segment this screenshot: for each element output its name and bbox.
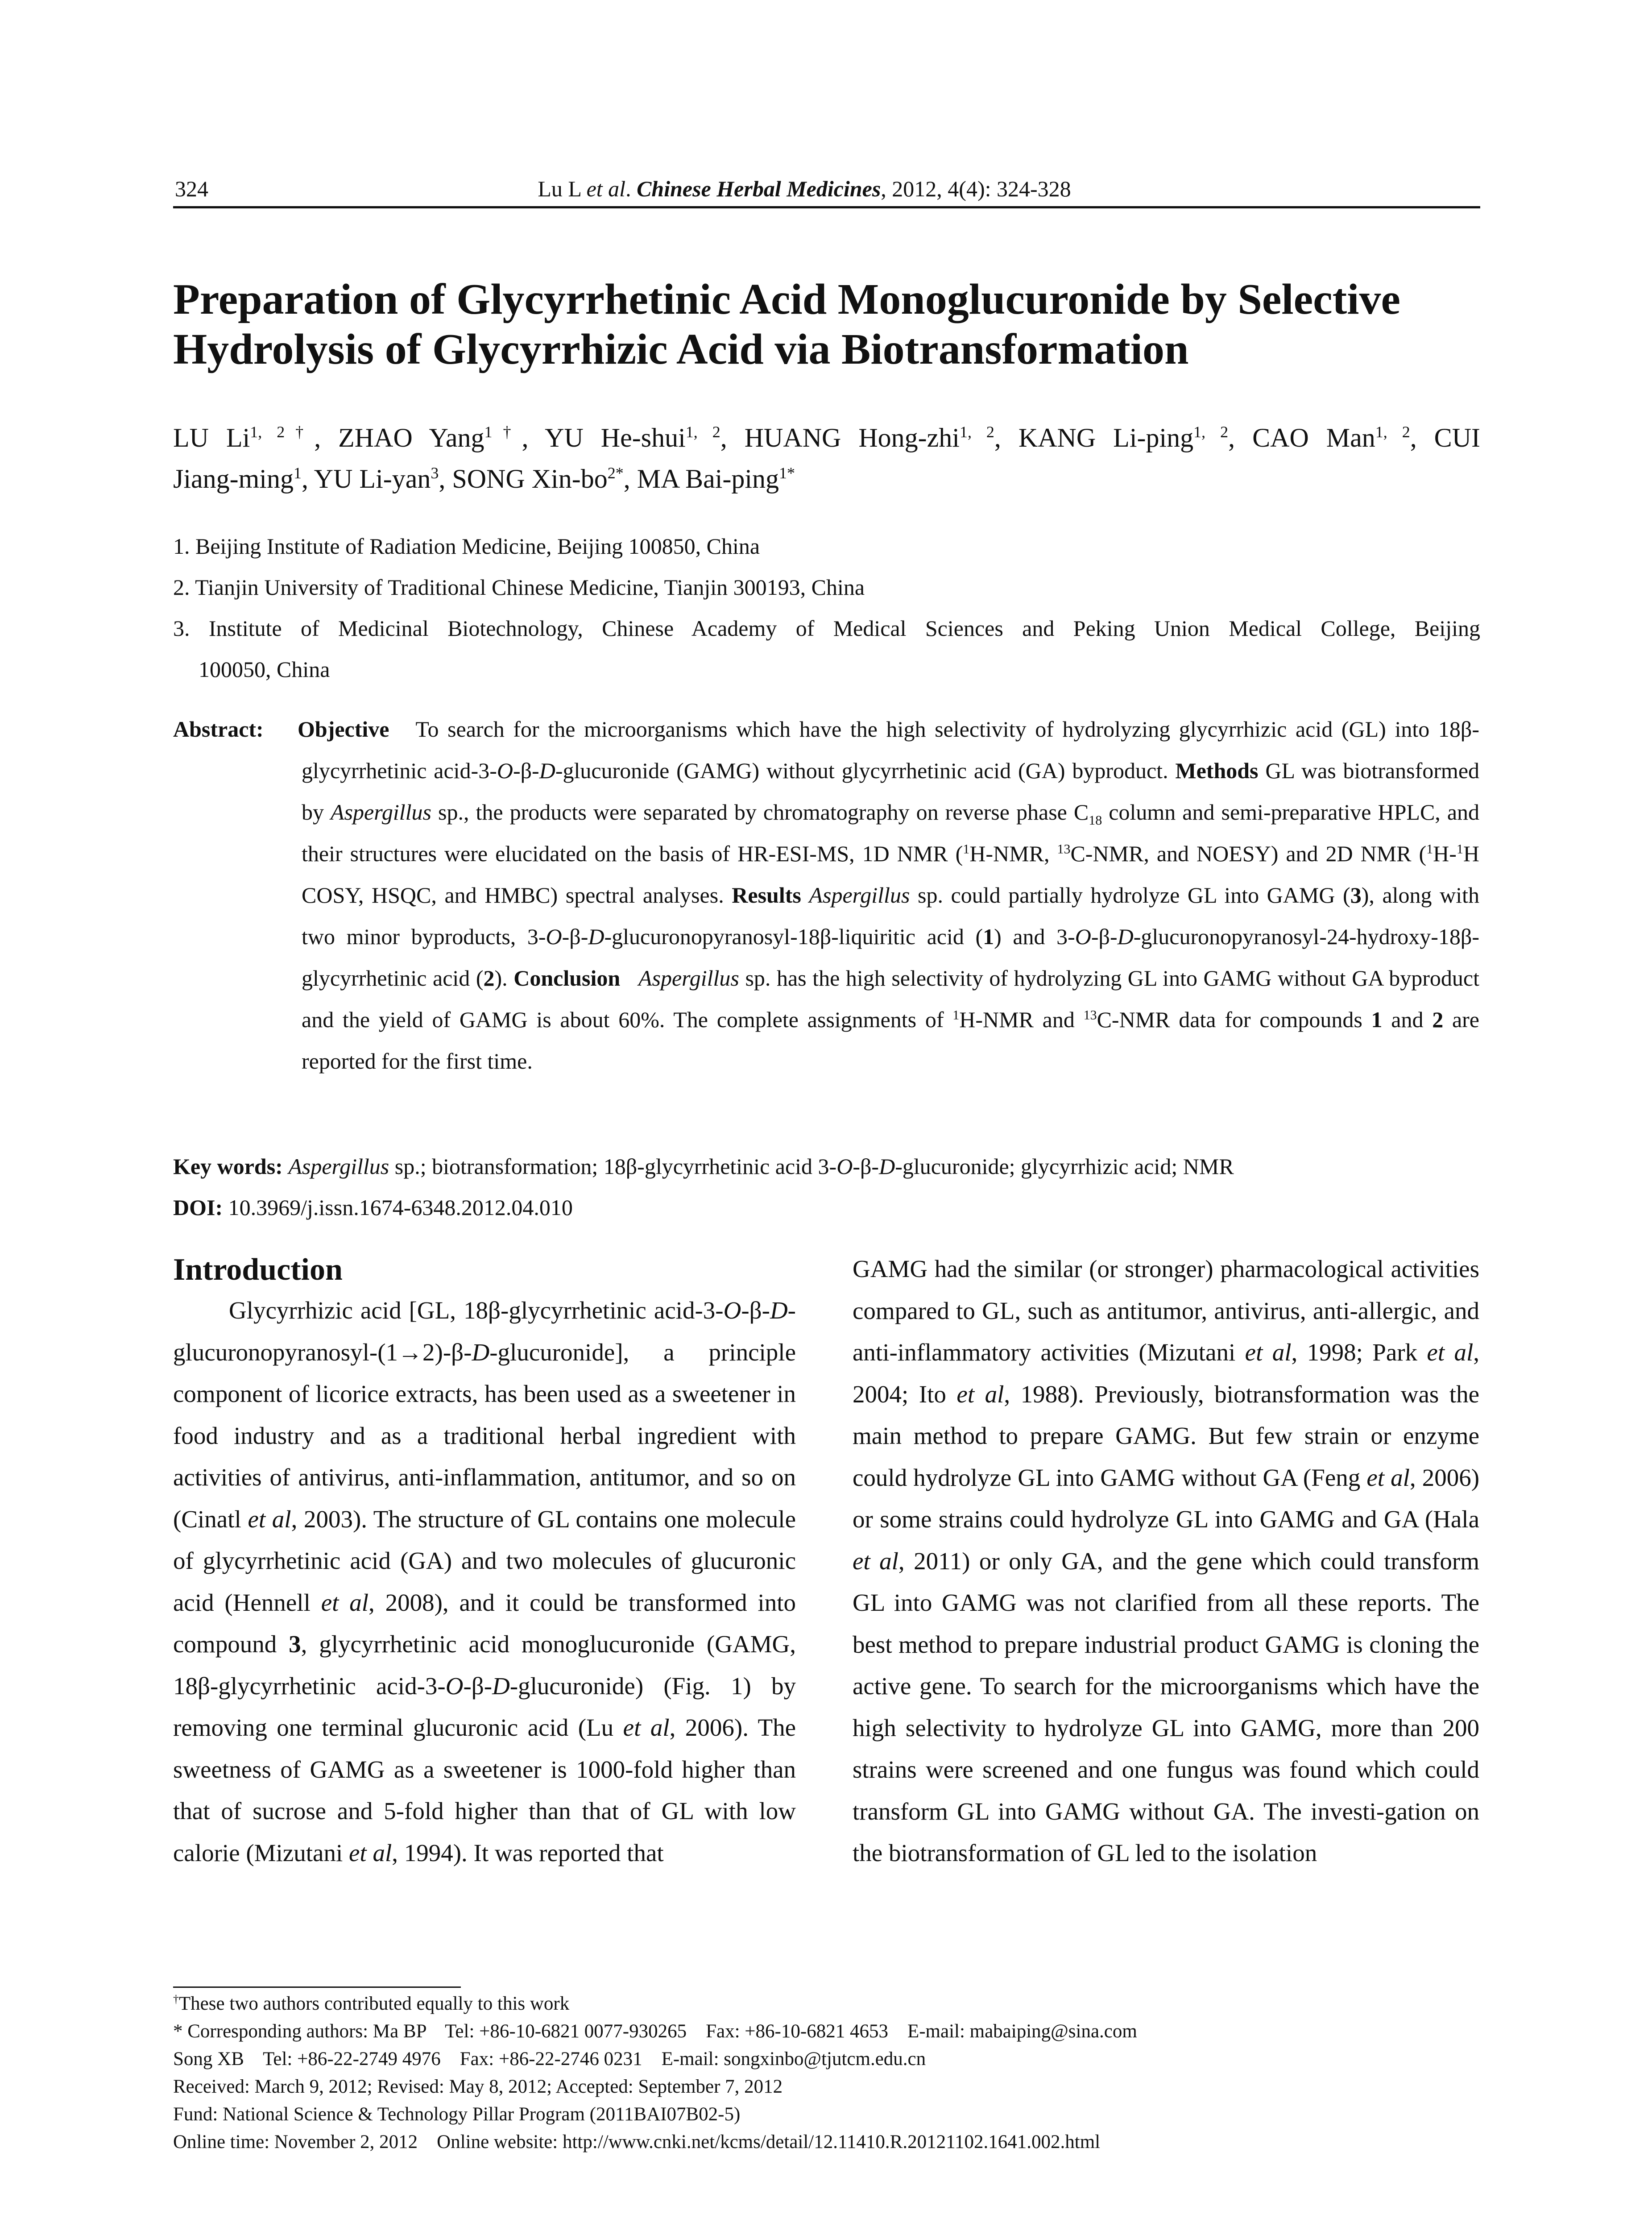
page-number: 324: [175, 176, 208, 201]
footnote-corresponding-author: * Corresponding authors: Ma BP Tel: +86-10-6821 0077-930265 Fax: +86-10-6821 4653 E-mail: mabaiping@sina.com: [173, 2021, 1137, 2042]
doi: [173, 1187, 1480, 1228]
footnote-online: Online time: November 2, 2012 Online website: http://www.cnki.net/kcms/detail/12.11410.R.20121102.1641.002.html: [173, 2131, 1101, 2152]
footnote-dates: Received: March 9, 2012; Revised: May 8, 2012; Accepted: September 7, 2012: [173, 2076, 783, 2097]
abstract-label: Abstract:: [173, 717, 264, 742]
affiliation-3-continued: 100050, China: [199, 657, 330, 682]
keywords-label: Key words:: [173, 1154, 283, 1179]
methods-label: Methods: [1175, 758, 1259, 783]
abstract-body: Objective To search for the microorganisms which have the high selectivity of hydrolyzing glycyrrhizic acid (GL) into 18β-glycyrrhetinic acid-3-O-β-D-glucuronide (GAMG) without glycyrrhetinic acid (GA) byproduct. Methods GL was biotransformed by Aspergillus sp., the products were separated by chromatography on reverse phase $C_{18}$ column and semi-preparative HPLC, and their structures were elucidated on the basis of HR-ESI-MS, 1D NMR ($^1$H-NMR, $^{13}$C-NMR, and NOESY) and 2D NMR ($^1$H-$^1$H COSY, HSQC, and HMBC) spectral analyses. Results Aspergillus sp. could partially hydrolyze GL into GAMG (3), along with two minor byproducts, 3-O-β-D-glucuronopyranosyl-18β-liquiritic acid (1) and 3-O-β-D-glucuronopyranosyl-24-hydroxy-18β-glycyrrhetinic acid (2). Conclusion Aspergillus sp. has the high selectivity of hydrolyzing GL into GAMG without GA byproduct and the yield of GAMG is about 60%. The complete assignments of $^1$H-NMR and $^{13}$C-NMR data for compounds 1 and 2 are reported for the first time.: [298, 717, 1480, 1074]
conclusion-label: Conclusion: [513, 966, 621, 991]
footnotes: [173, 1990, 1480, 2156]
introduction-heading: Introduction: [173, 1252, 343, 1287]
footnote-fund: Fund: National Science & Technology Pillar Program (2011BAI07B02-5): [173, 2104, 741, 2125]
affiliation-1: 1. Beijing Institute of Radiation Medicine, Beijing 100850, China: [173, 534, 760, 559]
footnote-equal-contribution: †These two authors contributed equally to this work: [173, 1992, 570, 2014]
keywords: Key words: Aspergillus sp.; biotransformation; 18β-glycyrrhetinic acid 3-O-β-D-glucuronide; glycyrrhizic acid; NMR: [173, 1154, 1234, 1179]
footnote-corresponding-author-2: Song XB Tel: +86-22-2749 4976 Fax: +86-22-2746 0231 E-mail: songxinbo@tjutcm.edu.cn: [173, 2049, 926, 2069]
doi-value[interactable]: 10.3969/j.issn.1674-6348.2012.04.010: [228, 1195, 573, 1220]
journal-name: Chinese Herbal Medicines: [637, 176, 881, 201]
results-label: Results: [732, 883, 801, 908]
introduction-right-column: [853, 1248, 1479, 1874]
introduction-left-column: [173, 1290, 796, 1874]
author-list-continued: Jiang-ming$^1$, YU Li-yan$^3$, SONG Xin-$bo^{2*}$, MA Bai-ping$^{1*}$: [173, 464, 795, 493]
running-header: [173, 174, 1480, 208]
journal-citation: Lu L et al. Chinese Herbal Medicines, 2012, 4(4): 324-328: [538, 176, 1071, 201]
footnote-divider: [173, 1986, 461, 1988]
article-title: Preparation of Glycyrrhetinic Acid Monoglucuronide by Selective Hydrolysis of Glycyrrhizic Acid via Biotransformation: [173, 275, 1400, 373]
affiliation-3: 3. Institute of Medicinal Biotechnology, Chinese Academy of Medical Sciences and Peking Union Medical College, Beijing: [173, 616, 1480, 641]
introduction-paragraph-continued: GAMG had the similar (or stronger) pharmacological activities compared to GL, such as antitumor, antivirus, anti-allergic, and anti-inflammatory activities (Mizutani et al, 1998; Park et al, 2004; Ito et al, 1988). Previously, biotransformation was the main method to prepare GAMG. But few strain or enzyme could hydrolyze GL into GAMG without GA (Feng et al, 2006) or some strains could hydrolyze GL into GAMG and GA (Hala et al, 2011) or only GA, and the gene which could transform GL into GAMG was not clarified from all these reports. The best method to prepare industrial product GAMG is cloning the active gene. To search for the microorganisms which have the high selectivity to hydrolyze GL into GAMG, more than 200 strains were screened and one fungus was found which could transform GL into GAMG without GA. The investi-gation on the biotransformation of GL led to the isolation: [853, 1255, 1480, 1866]
author-list: LU $Li^{1, 2\dagger}$, ZHAO Yang$^{1\dagger}$, YU He-shui$^{1, 2}$, HUANG Hong-zhi$^{1, 2}$, KANG Li-ping$^{1, 2}$, CAO Man$^{1, 2}$, CUI: [173, 423, 1481, 452]
objective-label: Objective: [298, 717, 389, 742]
affiliation-2: 2. Tianjin University of Traditional Chinese Medicine, Tianjin 300193, China: [173, 575, 865, 600]
doi-label: DOI:: [173, 1195, 223, 1220]
introduction-paragraph: Glycyrrhizic acid [GL, 18β-glycyrrhetinic acid-3-O-β-D-glucuronopyranosyl-(1→2)-β-D-glucuronide], a principle component of licorice extracts, has been used as a sweetener in food industry and as a traditional herbal ingredient with activities of antivirus, anti-inflammation, antitumor, and so on (Cinatl et al, 2003). The structure of GL contains one molecule of glycyrrhetinic acid (GA) and two molecules of glucuronic acid (Hennell et al, 2008), and it could be transformed into compound 3, glycyrrhetinic acid monoglucuronide (GAMG, 18β-glycyrrhetinic acid-3-O-β-D-glucuronide) (Fig. 1) by removing one terminal glucuronic acid (Lu et al, 2006). The sweetness of GAMG as a sweetener is 1000-fold higher than that of sucrose and 5-fold higher than that of GL with low calorie (Mizutani et al, 1994). It was reported that: [173, 1297, 796, 1866]
